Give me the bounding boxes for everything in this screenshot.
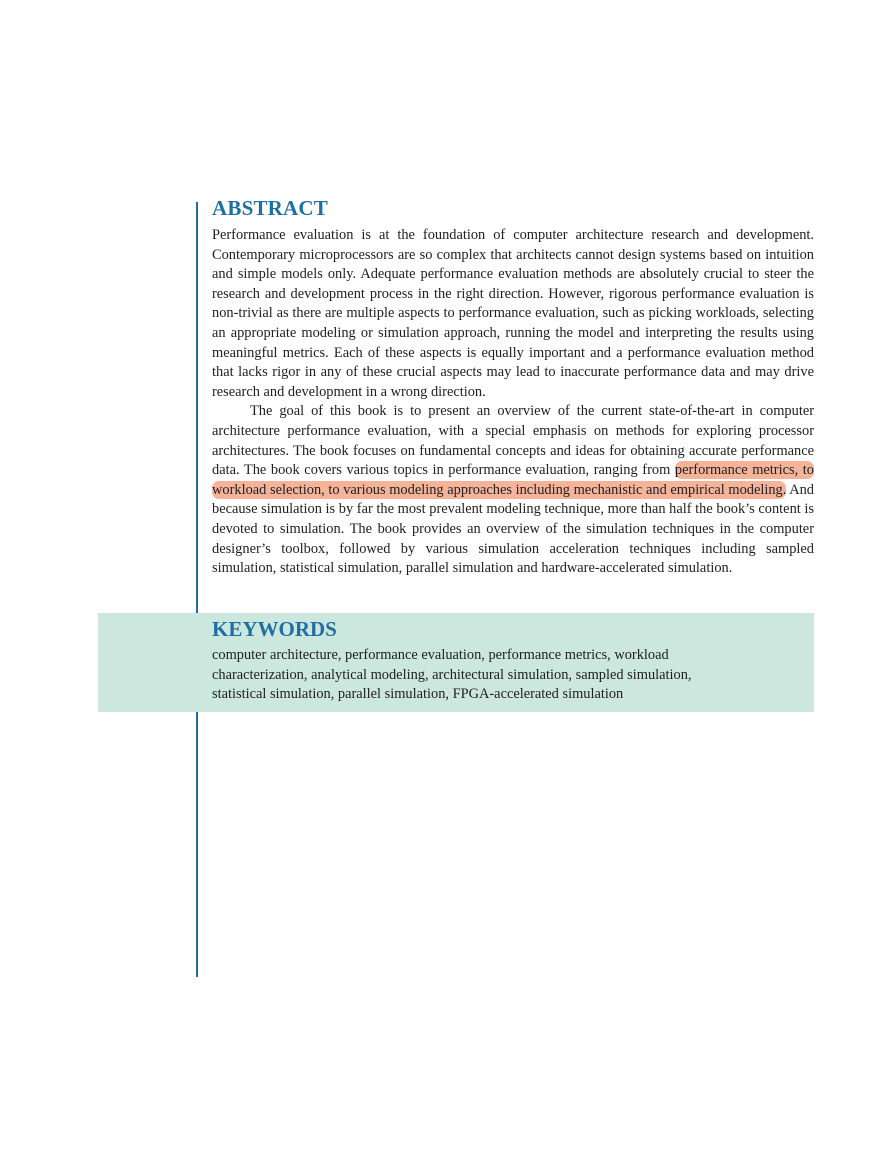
abstract-heading: ABSTRACT [212,196,328,220]
keywords-box [98,613,814,712]
abstract-paragraph-2 [212,402,814,578]
highlighted-text[interactable]: performance metrics, to workload selection, to various modeling approaches including mechanistic and empirical modeling. [212,462,814,498]
paragraph-2-text-before: The goal of this book is to present an overview of the current state-of-the-art in computer architecture performance evaluation, with a special emphasis on methods for exploring processor architectures. The book focuses on fundamental concepts and ideas for obtaining accurate performance data. The book covers various topics in performance evaluation, ranging from [212,403,814,479]
margin-rule [196,202,198,977]
keywords-heading: KEYWORDS [212,617,337,641]
abstract-paragraph-1: Performance evaluation is at the foundation of computer architecture research and development. Contemporary microprocessors are so complex that architects cannot design systems based on intuition and simple models only. Adequate performance evaluation methods are absolutely crucial to steer the research and development process in the right direction. However, rigorous performance evaluation is non-trivial as there are multiple aspects to performance evaluation, such as picking workloads, selecting an appropriate modeling or simulation approach, running the model and interpreting the results using meaningful metrics. Each of these aspects is equally important and a performance evaluation method that lacks rigor in any of these crucial aspects may lead to inaccurate performance data and may drive research and development in a wrong direction. [212,227,814,400]
abstract-body [212,226,814,579]
keywords-list: computer architecture, performance evaluation, performance metrics, workload characterization, analytical modeling, architectural simulation, sampled simulation, statistical simulation, parallel simulation, FPGA-accelerated simulation [212,647,692,703]
paragraph-2-text-after: And because simulation is by far the most prevalent modeling technique, more than half the book’s content is devoted to simulation. The book provides an overview of the simulation techniques in the computer designer’s toolbox, followed by various simulation acceleration techniques including sampled simulation, statistical simulation, parallel simulation and hardware-accelerated simulation. [212,481,814,577]
